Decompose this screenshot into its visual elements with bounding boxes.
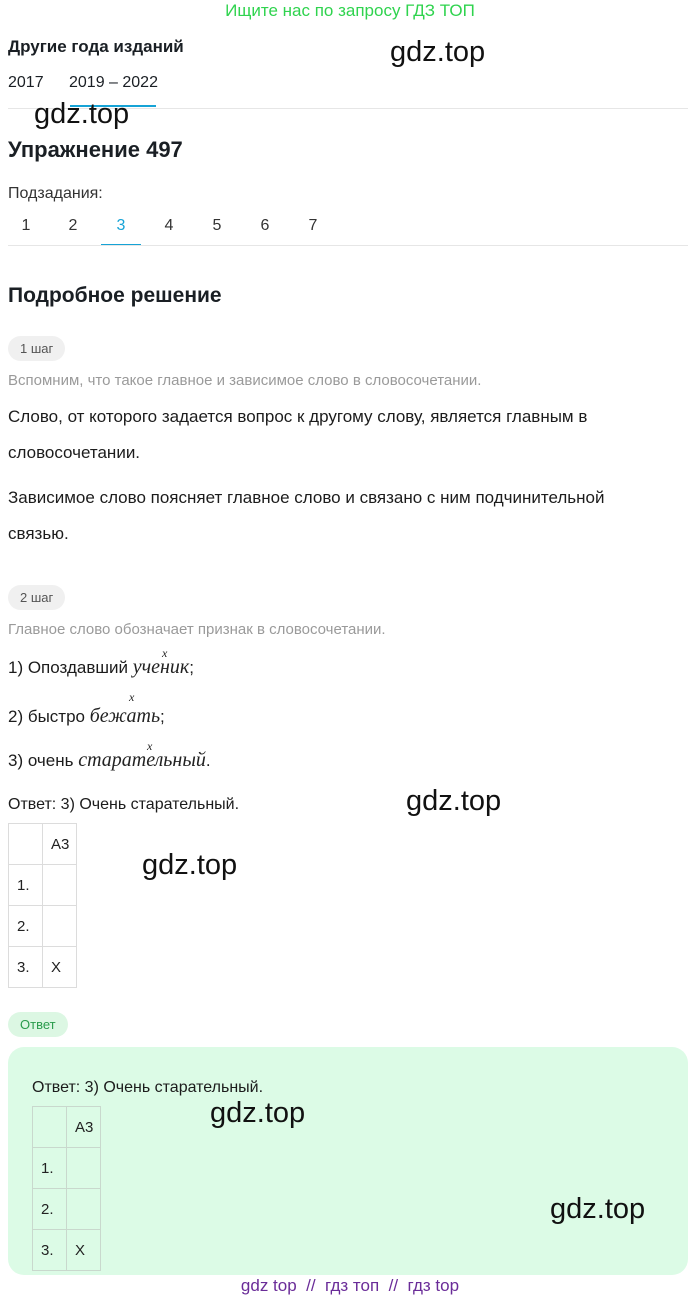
- footer-separator: //: [306, 1276, 316, 1295]
- table-row: [9, 906, 77, 947]
- watermark: gdz.top: [142, 849, 238, 881]
- footer-links: [0, 1276, 700, 1296]
- main-word-mark: x: [162, 646, 168, 660]
- table-cell: Х: [43, 947, 77, 988]
- footer-link[interactable]: gdz top: [240, 1276, 297, 1295]
- footer-link[interactable]: гдз топ: [325, 1276, 380, 1295]
- watermark: gdz.top: [406, 785, 502, 817]
- table-row: [33, 1189, 101, 1230]
- table-row: [9, 947, 77, 988]
- step-1-hint: Вспомним, что такое главное и зависимое слово в словосочетании.: [8, 372, 482, 389]
- step-1-chip: 1 шаг: [8, 336, 65, 361]
- example-prefix: 2) быстро: [8, 707, 90, 726]
- table-cell: 1.: [9, 865, 43, 906]
- solution-heading: Подробное решение: [8, 284, 222, 307]
- table-cell: 2.: [9, 906, 43, 947]
- table-cell: [67, 1189, 101, 1230]
- subtasks-label: Подзадания:: [8, 185, 103, 202]
- main-word-mark: x: [147, 739, 153, 753]
- editions-heading: Другие года изданий: [8, 37, 184, 56]
- subtask-tab-4[interactable]: 4: [164, 217, 174, 234]
- step-2-hint: Главное слово обозначает признак в словосочетании.: [8, 621, 386, 638]
- table-row: [33, 1107, 101, 1148]
- subtask-tab-6[interactable]: 6: [260, 217, 270, 234]
- table-cell: А3: [67, 1107, 101, 1148]
- answer-line: Ответ: 3) Очень старательный.: [32, 1079, 264, 1096]
- example-suffix: ;: [160, 707, 165, 726]
- subtask-tab-3[interactable]: 3: [116, 217, 126, 234]
- example-item-3: [8, 749, 211, 772]
- main-word-mark: x: [129, 690, 135, 704]
- example-item-2: [8, 705, 165, 728]
- table-cell: [9, 824, 43, 865]
- watermark: gdz.top: [210, 1097, 306, 1129]
- footer-separator: //: [388, 1276, 399, 1295]
- table-cell: 2.: [33, 1189, 67, 1230]
- example-prefix: 1) Опоздавший: [8, 658, 133, 677]
- watermark: gdz.top: [34, 98, 130, 130]
- answer-box-table: [32, 1106, 101, 1271]
- step-1-text: связью.: [8, 524, 69, 543]
- step-1-text: словосочетании.: [8, 443, 141, 462]
- table-cell: 1.: [33, 1148, 67, 1189]
- solution-answer-line: Ответ: 3) Очень старательный.: [8, 796, 240, 813]
- table-row: [9, 865, 77, 906]
- divider: [8, 245, 688, 246]
- main-word: старательный: [78, 749, 206, 771]
- subtask-tab-2[interactable]: 2: [68, 217, 78, 234]
- step-1-text: Зависимое слово поясняет главное слово и связано с ним подчинительной: [8, 488, 605, 507]
- step-2-chip: 2 шаг: [8, 585, 65, 610]
- footer-link[interactable]: гдз top: [407, 1276, 460, 1295]
- table-cell: Х: [67, 1230, 101, 1271]
- table-row: [9, 824, 77, 865]
- subtask-tab-5[interactable]: 5: [212, 217, 222, 234]
- table-row: [33, 1230, 101, 1271]
- main-word: бежать: [89, 705, 161, 727]
- table-cell: 3.: [9, 947, 43, 988]
- example-prefix: 3) очень: [8, 751, 79, 770]
- table-cell: А3: [43, 824, 77, 865]
- main-word: ученик: [132, 656, 190, 678]
- example-suffix: ;: [189, 658, 195, 677]
- step-1-text: Слово, от которого задается вопрос к другому слову, является главным в: [8, 407, 588, 426]
- table-cell: [43, 906, 77, 947]
- edition-year-2019-2022[interactable]: 2019 – 2022: [69, 74, 158, 91]
- exercise-title: Упражнение 497: [8, 137, 183, 162]
- example-suffix: .: [205, 751, 211, 770]
- search-banner: Ищите нас по запросу ГДЗ ТОП: [225, 1, 475, 20]
- answer-chip: Ответ: [8, 1012, 68, 1037]
- table-row: [33, 1148, 101, 1189]
- subtask-tab-1[interactable]: 1: [21, 217, 31, 234]
- subtask-tab-7[interactable]: 7: [308, 217, 318, 234]
- table-cell: 3.: [33, 1230, 67, 1271]
- table-cell: [33, 1107, 67, 1148]
- watermark: gdz.top: [390, 36, 486, 68]
- answer-table: [8, 823, 77, 988]
- table-cell: [67, 1148, 101, 1189]
- table-cell: [43, 865, 77, 906]
- edition-year-2017[interactable]: 2017: [8, 74, 44, 91]
- watermark: gdz.top: [550, 1193, 646, 1225]
